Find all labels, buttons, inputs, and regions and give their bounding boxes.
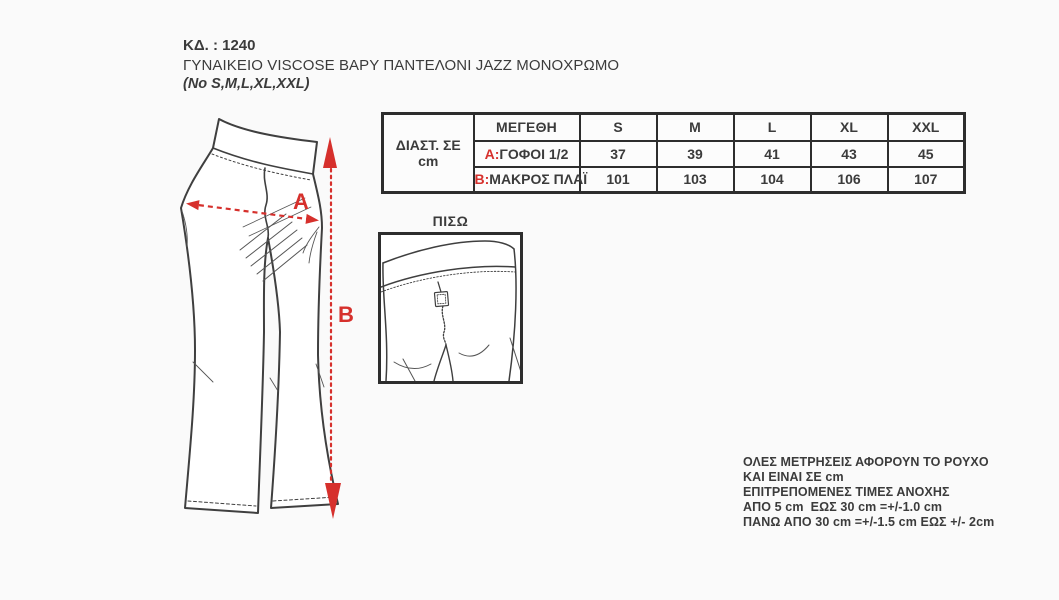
sizes-header-cell: ΜΕΓΕΘΗ bbox=[474, 114, 580, 141]
value-a-xl: 43 bbox=[811, 141, 888, 167]
value-a-s: 37 bbox=[580, 141, 657, 167]
value-b-xl: 106 bbox=[811, 167, 888, 193]
tolerance-note-line: ΠΑΝΩ ΑΠΟ 30 cm =+/-1.5 cm ΕΩΣ +/- 2cm bbox=[743, 515, 995, 529]
dimension-unit-cell: ΔΙΑΣΤ. ΣΕ cm bbox=[383, 114, 474, 193]
row-name-a: ΓΟΦΟΙ 1/2 bbox=[499, 145, 569, 162]
arrowhead-up bbox=[323, 137, 337, 168]
row-name-b: ΜΑΚΡΟΣ ΠΛΑΪ bbox=[489, 171, 588, 188]
value-b-l: 104 bbox=[734, 167, 811, 193]
row-marker-b: B: bbox=[474, 171, 490, 188]
value-a-m: 39 bbox=[657, 141, 734, 167]
size-table bbox=[381, 112, 966, 194]
size-column-s: S bbox=[580, 114, 657, 141]
front-view-drawing bbox=[168, 110, 358, 525]
measurement-label-b: B bbox=[338, 302, 354, 327]
size-column-l: L bbox=[734, 114, 811, 141]
available-sizes-note: (No S,M,L,XL,XXL) bbox=[183, 76, 310, 92]
tolerance-note-line: ΚΑΙ ΕΙΝΑΙ ΣΕ cm bbox=[743, 470, 844, 484]
tolerance-note-line: ΟΛΕΣ ΜΕΤΡΗΣΕΙΣ ΑΦΟΡΟΥΝ ΤΟ ΡΟΥΧΟ bbox=[743, 455, 989, 469]
value-a-xxl: 45 bbox=[888, 141, 965, 167]
tolerance-note-line: ΑΠΟ 5 cm ΕΩΣ 30 cm =+/-1.0 cm bbox=[743, 500, 943, 514]
back-view-box bbox=[378, 232, 523, 384]
value-b-m: 103 bbox=[657, 167, 734, 193]
title-block bbox=[183, 36, 619, 95]
size-table-header-row bbox=[383, 114, 965, 141]
size-column-xxl: XXL bbox=[888, 114, 965, 141]
value-a-l: 41 bbox=[734, 141, 811, 167]
value-b-xxl: 107 bbox=[888, 167, 965, 193]
size-column-xl: XL bbox=[811, 114, 888, 141]
row-marker-a: A: bbox=[484, 145, 500, 162]
row-label-a bbox=[474, 141, 580, 167]
value-b-s: 101 bbox=[580, 167, 657, 193]
tolerance-note-line: ΕΠΙΤΡΕΠΟΜΕΝΕΣ ΤΙΜΕΣ ΑΝΟΧΗΣ bbox=[743, 485, 950, 499]
product-description: ΓΥΝΑΙΚΕΙΟ VISCOSE ΒΑΡΥ ΠΑΝΤΕΛΟΝΙ JAZZ ΜΟΝΟΧΡΩΜΟ bbox=[183, 56, 620, 74]
pants-front-outline bbox=[181, 119, 338, 513]
back-view-drawing bbox=[381, 235, 520, 381]
care-label-tag bbox=[434, 292, 448, 307]
pants-back-outline bbox=[381, 241, 516, 381]
measurement-label-a: A bbox=[293, 189, 309, 214]
row-label-b bbox=[474, 167, 588, 193]
tolerance-notes bbox=[743, 455, 994, 530]
size-column-m: M bbox=[657, 114, 734, 141]
product-code: ΚΔ. : 1240 bbox=[183, 37, 256, 54]
back-view-label: ΠΙΣΩ bbox=[432, 213, 469, 229]
